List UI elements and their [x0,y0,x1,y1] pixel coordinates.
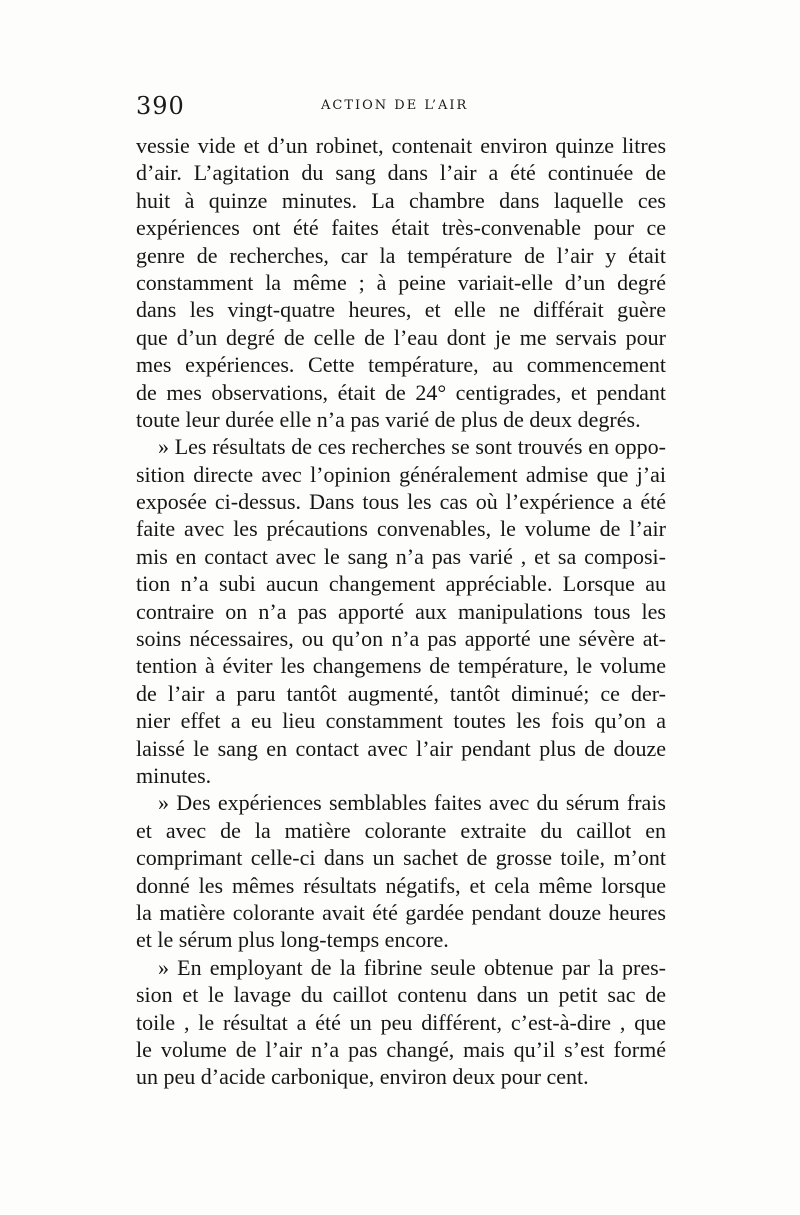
text-line: de l’air a paru tantôt augmenté, tantôt diminué; ce der- [136,680,666,706]
paragraph [136,789,666,953]
text-line: sion et le lavage du caillot contenu dans un petit sac de [136,982,666,1008]
text-line: le volume de l’air n’a pas changé, mais qu’il s’est formé [136,1036,666,1062]
text-line: dans les vingt-quatre heures, et elle ne différait guère [136,297,666,323]
text-line: vessie vide et d’un robinet, contenait environ quinze litres [136,133,666,158]
body-text [136,132,666,1091]
text-line: genre de recherches, car la température de l’air y était [136,242,666,268]
paragraph [136,132,666,433]
text-line: tention à éviter les changemens de température, le volume [136,653,666,679]
text-line: de mes observations, était de 24° centigrades, et pendant [136,379,666,405]
text-line: un peu d’acide carbonique, environ deux pour cent. [136,1064,589,1090]
text-line: nier effet a eu lieu constamment toutes les fois qu’on a [136,708,666,734]
paragraph [136,954,666,1091]
text-line: que d’un degré de celle de l’eau dont je me servais pour [136,324,666,350]
text-line: la matière colorante avait été gardée pendant douze heures [136,899,666,925]
text-line: soins nécessaires, ou qu’on n’a pas apporté une sévère at- [136,626,666,652]
text-line: » Des expériences semblables faites avec du sérum frais [158,790,666,816]
page-header [136,92,666,122]
text-line: sition directe avec l’opinion généralement admise que j’ai [136,461,666,487]
paragraph [136,433,666,789]
text-line: mis en contact avec le sang n’a pas varié , et sa composi- [136,543,666,569]
text-line: donné les mêmes résultats négatifs, et cela même lorsque [136,872,666,898]
text-line: d’air. L’agitation du sang dans l’air a été continuée de [136,160,666,186]
text-line: » Les résultats de ces recherches se sont trouvés en oppo- [158,434,666,460]
text-line: » En employant de la fibrine seule obtenue par la pres- [158,954,666,980]
text-line: tion n’a subi aucun changement appréciable. Lorsque au [136,571,666,597]
text-line: faite avec les précautions convenables, le volume de l’air [136,516,666,542]
text-line: comprimant celle-ci dans un sachet de grosse toile, m’ont [136,845,666,871]
text-line: minutes. [136,762,212,788]
text-line: exposée ci-dessus. Dans tous les cas où l’expérience a été [136,489,666,515]
text-line: toile , le résultat a été un peu différent, c’est-à-dire , que [136,1009,666,1035]
text-line: mes expériences. Cette température, au commencement [136,352,666,378]
text-line: et le sérum plus long-temps encore. [136,927,449,953]
text-line: expériences ont été faites était très-convenable pour ce [136,215,666,241]
text-line: constamment la même ; à peine variait-elle d’un degré [136,269,666,295]
page-number: 390 [136,92,185,120]
text-line: toute leur durée elle n’a pas varié de plus de deux degrés. [136,406,641,432]
text-line: et avec de la matière colorante extraite du caillot en [136,817,666,843]
text-line: contraire on n’a pas apporté aux manipulations tous les [136,598,666,624]
running-head: ACTION DE L’AIR [321,98,469,113]
text-line: laissé le sang en contact avec l’air pendant plus de douze [136,735,666,761]
text-line: huit à quinze minutes. La chambre dans laquelle ces [136,187,666,213]
